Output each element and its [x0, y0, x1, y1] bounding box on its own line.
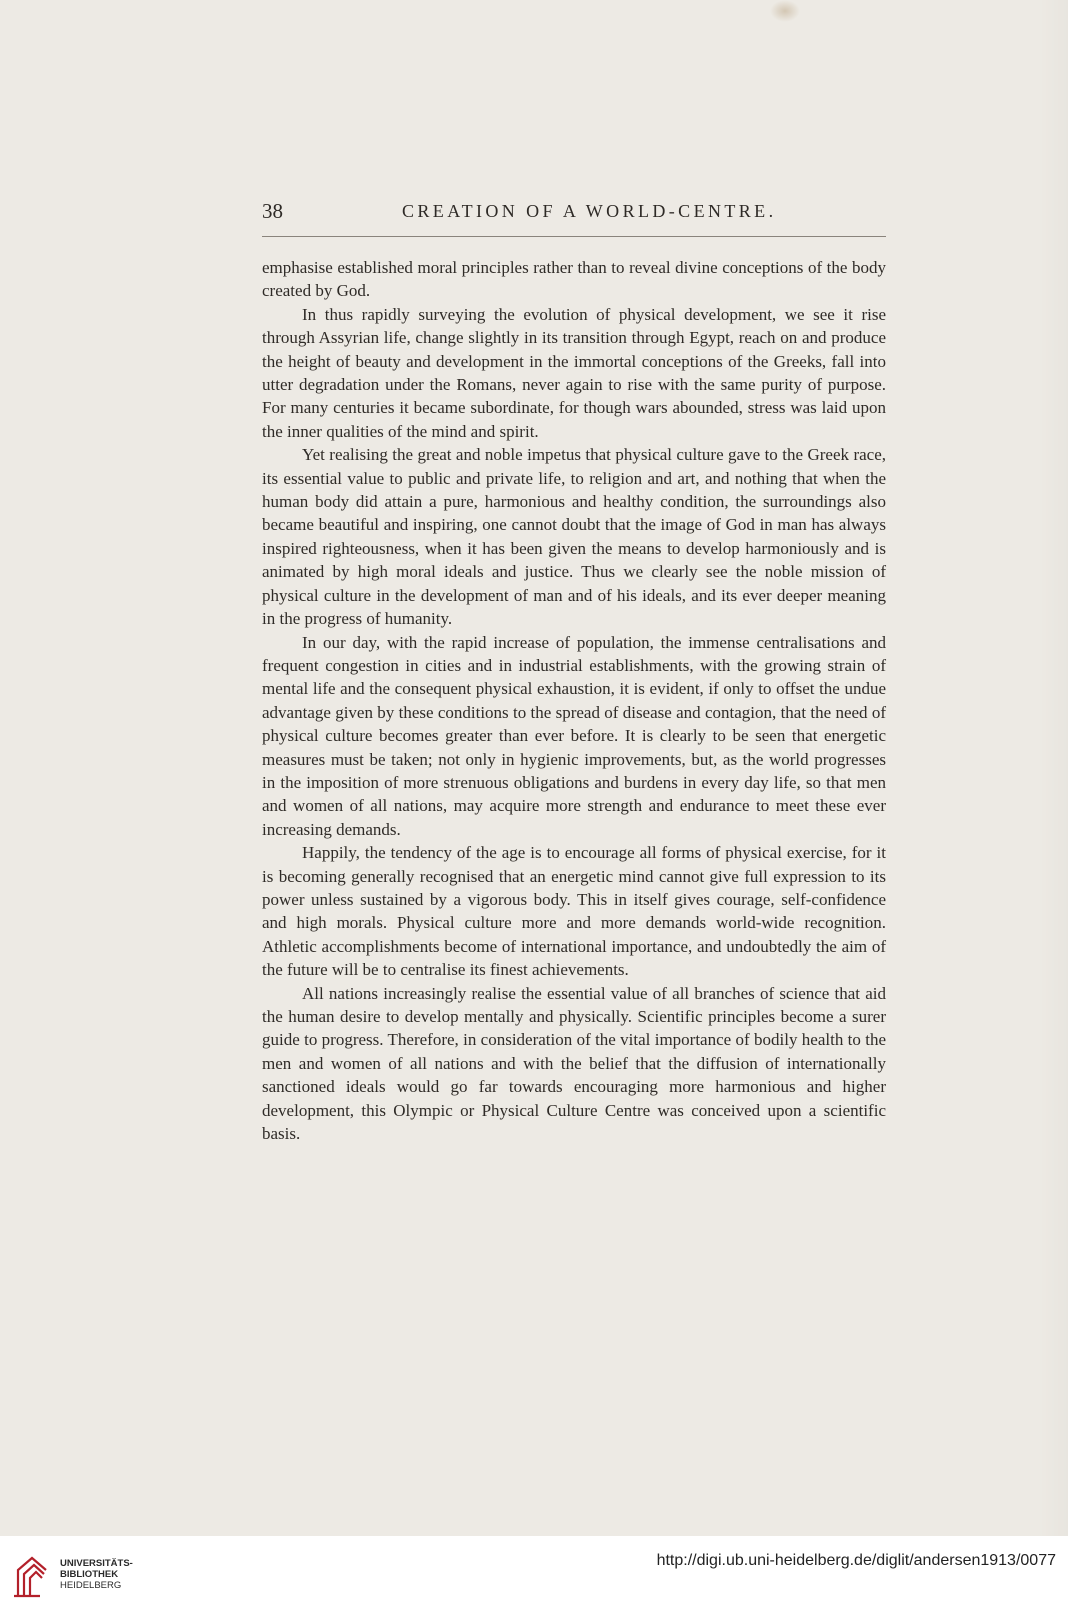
paper-stain	[770, 0, 800, 22]
paragraph: In thus rapidly surveying the evolution of physical development, we see it rise through Assyrian life, change slightly in its transition through Egypt, reach on and produce the height of beauty and development in the immortal conceptions of the Greeks, fall into utter degradation under the Romans, never again to rise with the same purity of purpose. For many centuries it became subordinate, for though wars abounded, stress was laid upon the inner qualities of the mind and spirit.	[262, 304, 886, 441]
paragraph-continued: emphasise established moral principles rather than to reveal divine conceptions of the body created by God.	[262, 258, 886, 301]
running-head	[262, 199, 886, 227]
library-footer	[0, 1536, 1068, 1614]
paragraph: All nations increasingly realise the essential value of all branches of science that aid the human desire to develop mentally and physically. Scientific principles become a surer guide to progress. Therefore, in consideration of the vital importance of bodily health to the men and women of all nations and with the belief that the diffusion of internationally sanctioned ideals would go far towards encouraging more harmonious and higher development, this Olympic or Physical Culture Centre was conceived upon a scientific basis.	[262, 983, 886, 1144]
paragraph: Yet realising the great and noble impetus that physical culture gave to the Greek race, its essential value to public and private life, to religion and art, and nothing that when the human body did attain a pure, harmonious and healthy condition, the surroundings also became beautiful and inspiring, one cannot doubt that the image of God in man has always inspired righteousness, when it has been given the means to develop harmoniously and is animated by high moral ideals and justice. Thus we clearly see the noble mission of physical culture in the development of man and of his ideals, and its ever deeper meaning in the progress of humanity.	[262, 445, 886, 629]
body-text	[262, 256, 886, 1145]
library-name-line: HEIDELBERG	[60, 1580, 122, 1591]
chapter-title: CREATION OF A WORLD-CENTRE.	[402, 201, 777, 221]
page-number: 38	[262, 199, 283, 223]
library-name-line: UNIVERSITÄTS-	[60, 1558, 133, 1569]
permalink-url[interactable]: http://digi.ub.uni-heidelberg.de/diglit/andersen1913/0077	[656, 1552, 1056, 1569]
paragraph: Happily, the tendency of the age is to encourage all forms of physical exercise, for it is becoming generally recognised that an energetic mind cannot give full expression to its power unless sustained by a vigorous body. This in itself gives courage, self-confidence and high morals. Physical culture more and more demands world-wide recognition. Athletic accomplishments become of international importance, and undoubtedly the aim of the future will be to centralise its finest achievements.	[262, 843, 886, 980]
library-logo-icon	[10, 1550, 52, 1600]
page-edge-shadow	[1038, 0, 1068, 1536]
paragraph: In our day, with the rapid increase of population, the immense centralisations and frequent congestion in cities and in industrial establishments, with the growing strain of mental life and the consequent physical exhaustion, it is evident, if only to offset the undue advantage given by these conditions to the spread of disease and contagion, that the need of physical culture becomes greater than ever before. It is clearly to be seen that energetic measures must be taken; not only in hygienic improvements, but, as the world progresses in the imposition of more strenuous obligations and burdens in every day life, so that men and women of all nations, may acquire more strength and endurance to meet these ever increasing demands.	[262, 632, 886, 839]
header-rule	[262, 236, 886, 237]
library-name	[60, 1558, 133, 1591]
library-name-line: BIBLIOTHEK	[60, 1569, 119, 1580]
